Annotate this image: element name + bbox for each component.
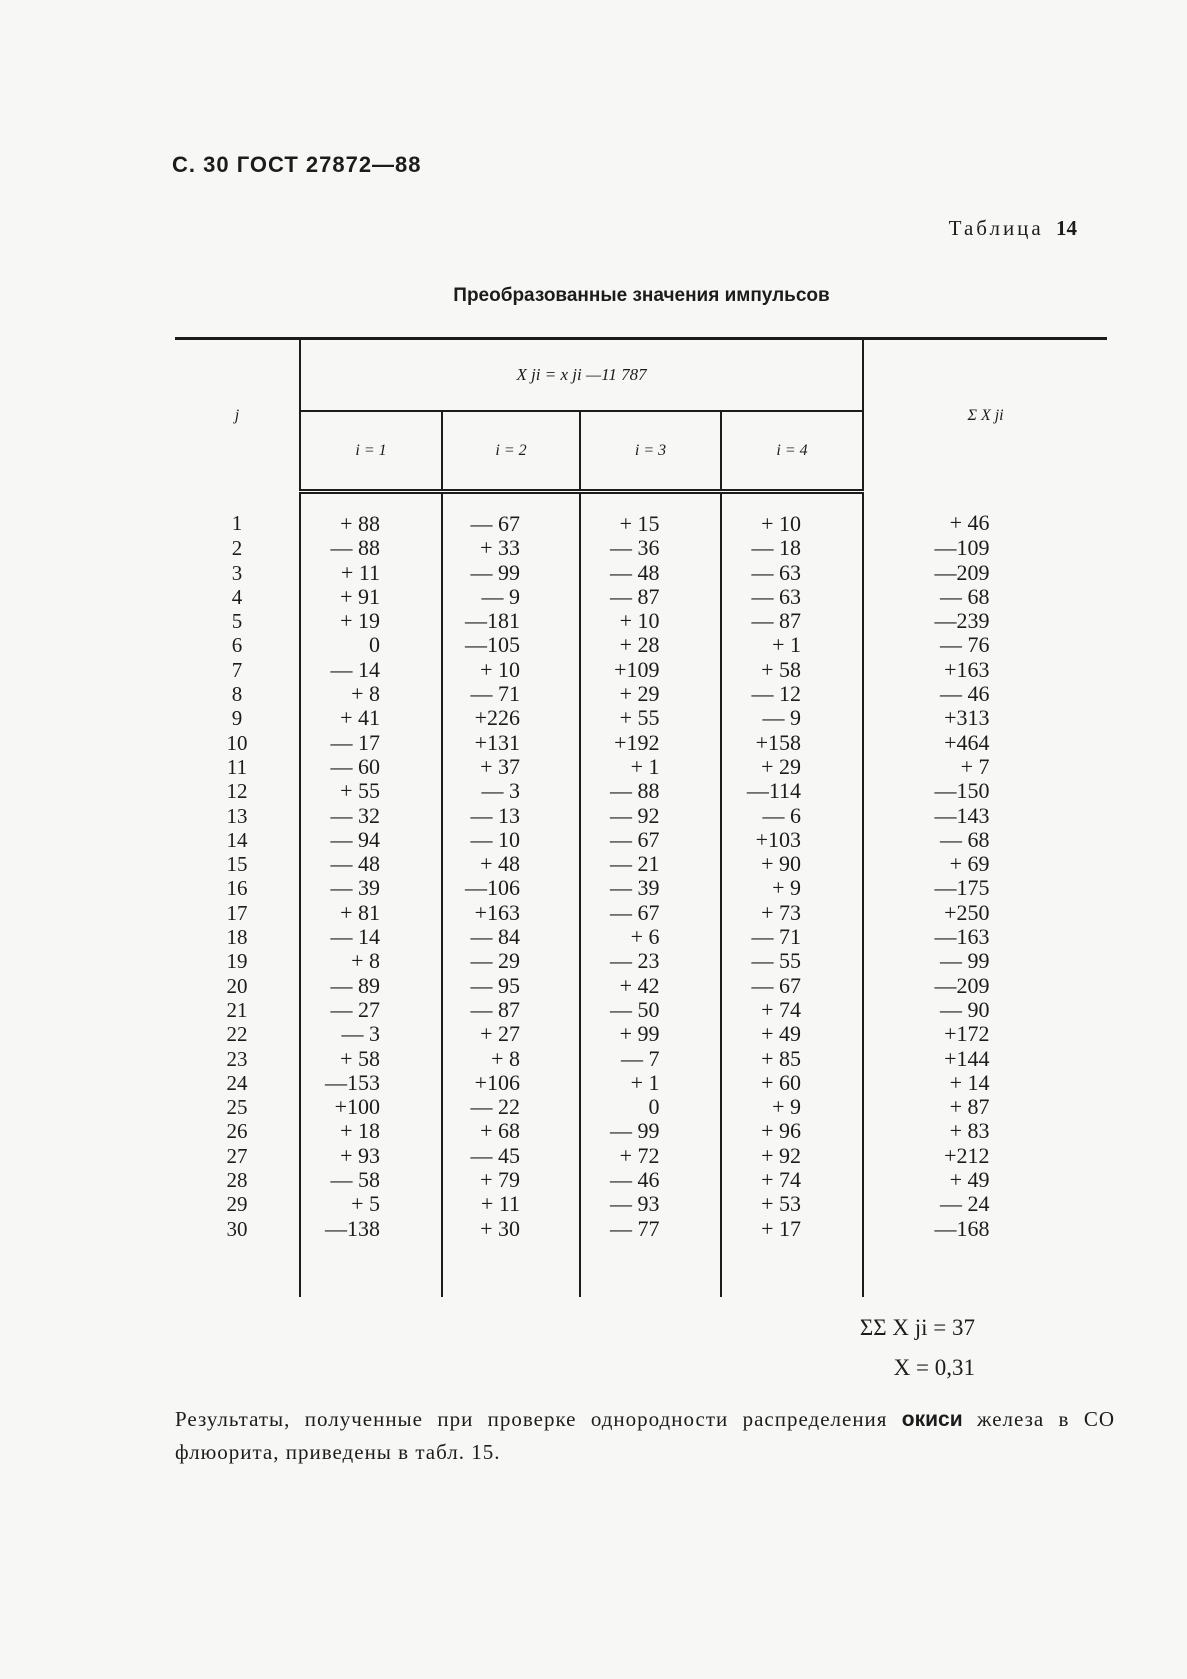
cell-i1: +100 [334,1094,380,1120]
cell-i2: — 22 [470,1094,520,1120]
cell-i3: + 55 [619,705,660,731]
footer-paragraph [175,1403,1115,1468]
table-label [949,216,1077,241]
cell-i2: + 37 [480,753,520,779]
col-header-i3: i = 3 [580,411,721,492]
cell-i4: + 74 [761,1167,802,1193]
cell-i2: —105 [465,632,520,658]
row-index: 26 [226,1119,248,1144]
cell-i3: + 10 [619,608,660,634]
row-index: 23 [226,1046,248,1071]
row-index: 30 [226,1216,248,1241]
cell-i1: — 89 [330,972,380,998]
cell-i1: — 32 [330,802,380,828]
cell-i2: +131 [474,729,520,755]
cell-i2: —106 [465,875,520,901]
cell-sum: —239 [934,608,990,634]
cell-i2: — 29 [470,948,520,974]
cell-i3: + 28 [619,632,660,658]
cell-i1: — 14 [330,656,380,682]
cell-sum: — 46 [940,681,990,707]
cell-i2: — 9 [481,583,520,609]
cell-sum: — 24 [940,1191,990,1217]
table-row [175,804,1107,828]
cell-i2: — 99 [470,559,520,585]
cell-i4: — 71 [751,924,802,950]
cell-i4: — 63 [751,583,802,609]
cell-i2: — 87 [470,996,520,1022]
cell-i2: — 84 [470,924,520,950]
row-index: 14 [226,827,248,852]
cell-i2: + 30 [480,1215,520,1241]
row-index: 10 [226,730,248,755]
cell-i3: — 36 [610,535,660,561]
row-index: 19 [226,949,248,974]
cell-i4: + 53 [761,1191,802,1217]
table-row [175,492,1107,537]
row-index: 20 [226,973,248,998]
table-row [175,682,1107,706]
row-index: 9 [231,706,243,731]
table-row [175,706,1107,730]
cell-i4: +103 [755,826,802,852]
cell-i4: — 9 [762,705,802,731]
cell-i4: + 1 [772,632,802,658]
cell-sum: +163 [944,656,990,682]
cell-sum: +464 [944,729,990,755]
table-row [175,1022,1107,1046]
cell-i3: — 67 [610,826,660,852]
cell-i3: — 50 [610,996,660,1022]
cell-i3: — 77 [610,1215,660,1241]
row-index: 29 [226,1192,248,1217]
summary-total: ΣΣ X ji = 37 [859,1315,975,1340]
table-title: Преобразованные значения импульсов [453,285,830,306]
table-row [175,779,1107,803]
cell-i3: + 6 [630,924,660,950]
table-row [175,731,1107,755]
cell-i1: — 39 [330,875,380,901]
cell-i4: — 55 [751,948,802,974]
table-row [175,1144,1107,1168]
cell-i1: 0 [369,632,380,658]
cell-i3: — 23 [610,948,660,974]
cell-i2: — 10 [470,826,520,852]
cell-i2: — 3 [481,778,520,804]
cell-i3: — 48 [610,559,660,585]
cell-i4: + 60 [761,1069,802,1095]
page-header: С. 30 ГОСТ 27872—88 [172,152,422,177]
row-index: 12 [226,779,248,804]
col-header-i4: i = 4 [721,411,863,492]
cell-i2: + 48 [480,851,520,877]
cell-i2: — 13 [470,802,520,828]
cell-i3: + 72 [619,1142,660,1168]
table-row [175,658,1107,682]
table-row [175,828,1107,852]
cell-i2: + 11 [480,1191,520,1217]
cell-i3: — 87 [610,583,660,609]
cell-i1: + 18 [340,1118,380,1144]
cell-i1: — 27 [330,996,380,1022]
cell-i1: — 58 [330,1167,380,1193]
row-index: 15 [226,852,248,877]
col-header-formula: X ji = x ji —11 787 [300,339,863,412]
cell-i3: — 92 [610,802,660,828]
cell-sum: — 99 [940,948,990,974]
table-body [175,492,1107,1297]
table-row [175,1047,1107,1071]
cell-sum: +144 [944,1045,990,1071]
table-spacer-row [175,1241,1107,1297]
row-index: 8 [231,682,243,707]
cell-i1: — 14 [330,924,380,950]
cell-i3: + 1 [630,753,660,779]
cell-sum: — 68 [940,583,990,609]
row-index: 22 [226,1022,248,1047]
cell-i2: — 95 [470,972,520,998]
cell-i2: +163 [474,899,520,925]
table-row [175,925,1107,949]
cell-i4: + 96 [761,1118,802,1144]
cell-i1: — 88 [330,535,380,561]
table-row [175,852,1107,876]
row-index: 13 [226,803,248,828]
data-table [175,337,1107,1297]
row-index: 2 [231,536,243,561]
cell-sum: + 87 [949,1094,990,1120]
cell-i3: — 39 [610,875,660,901]
cell-i1: + 93 [340,1142,380,1168]
cell-i1: —153 [325,1069,380,1095]
cell-i1: + 55 [340,778,380,804]
row-index: 28 [226,1168,248,1193]
cell-i1: + 11 [340,559,380,585]
cell-sum: — 68 [940,826,990,852]
cell-i1: —138 [325,1215,380,1241]
cell-i4: —114 [746,778,802,804]
cell-i4: + 58 [761,656,802,682]
cell-i2: + 27 [480,1021,520,1047]
row-index: 18 [226,925,248,950]
row-index: 16 [226,876,248,901]
cell-i3: + 99 [619,1021,660,1047]
table-row [175,974,1107,998]
row-index: 3 [231,560,243,585]
cell-sum: + 69 [949,851,990,877]
cell-sum: —175 [934,875,990,901]
cell-i3: — 88 [610,778,660,804]
cell-i3: + 15 [619,511,660,536]
cell-i3: +192 [614,729,660,755]
cell-sum: + 46 [949,509,990,535]
cell-i4: — 63 [751,559,802,585]
cell-i2: —181 [465,608,520,634]
cell-i1: — 17 [330,729,380,755]
row-index: 4 [231,584,243,609]
row-index: 27 [226,1143,248,1168]
cell-sum: —109 [934,535,990,561]
cell-i4: — 6 [762,802,802,828]
cell-i4: — 12 [751,681,802,707]
col-header-i1: i = 1 [300,411,442,492]
cell-i1: + 8 [351,948,380,974]
cell-i2: — 67 [470,511,520,536]
cell-i2: +106 [474,1069,520,1095]
cell-i4: + 10 [761,511,802,536]
table-row [175,633,1107,657]
cell-i1: — 3 [341,1021,380,1047]
cell-i1: + 8 [351,681,380,707]
cell-i3: — 46 [610,1167,660,1193]
cell-sum: —163 [934,924,990,950]
cell-i1: + 91 [340,583,380,609]
table-row [175,876,1107,900]
row-index: 24 [226,1070,248,1095]
cell-i1: + 81 [340,899,380,925]
cell-sum: —168 [934,1215,990,1241]
col-header-j: j [175,339,300,492]
cell-sum: —150 [934,778,990,804]
cell-sum: +212 [944,1142,990,1168]
table-row [175,585,1107,609]
row-index: 11 [226,754,248,779]
cell-i4: + 49 [761,1021,802,1047]
cell-sum: + 7 [960,753,990,779]
footer-text-part1: Результаты, полученные при проверке однородности распределения [175,1407,888,1431]
cell-i3: — 21 [610,851,660,877]
table-label-word: Таблица [948,216,1044,240]
cell-i2: + 68 [480,1118,520,1144]
table-row [175,609,1107,633]
cell-i3: — 93 [610,1191,660,1217]
table-row [175,949,1107,973]
footer-text-part2: железа в СО флюорита, приведены в табл. 15. [175,1407,1115,1464]
cell-i2: + 79 [480,1167,520,1193]
cell-i2: — 71 [470,681,520,707]
col-header-i2: i = 2 [442,411,580,492]
row-index: 25 [226,1095,248,1120]
cell-i4: + 74 [761,996,802,1022]
table-row [175,1119,1107,1143]
summary-mean: X = 0,31 [893,1355,975,1380]
cell-i4: + 92 [761,1142,802,1168]
table-row [175,536,1107,560]
row-index: 7 [231,657,243,682]
cell-sum: — 76 [940,632,990,658]
cell-i2: + 8 [491,1045,520,1071]
cell-i3: + 42 [619,972,660,998]
cell-i1: + 5 [351,1191,380,1217]
cell-i3: — 67 [610,899,660,925]
cell-i1: + 88 [340,511,380,536]
row-index: 6 [231,633,243,658]
cell-i4: — 18 [751,535,802,561]
cell-i1: — 48 [330,851,380,877]
cell-i3: — 99 [610,1118,660,1144]
cell-i4: + 17 [761,1215,802,1241]
table-row [175,998,1107,1022]
cell-i1: + 19 [340,608,380,634]
cell-i2: + 33 [480,535,520,561]
cell-sum: —143 [934,802,990,828]
cell-sum: + 14 [949,1069,990,1095]
table-row [175,901,1107,925]
cell-sum: + 83 [949,1118,990,1144]
cell-sum: — 90 [940,996,990,1022]
cell-i4: + 85 [761,1045,802,1071]
cell-i4: — 67 [751,972,802,998]
cell-i3: — 7 [621,1045,660,1071]
cell-sum: +172 [944,1021,990,1047]
cell-i4: + 29 [761,753,802,779]
cell-i2: +226 [474,705,520,731]
cell-sum: + 49 [949,1167,990,1193]
cell-i1: — 60 [330,753,380,779]
col-header-sum: Σ X ji [863,339,1107,492]
footer-text-emph: окиси [901,1408,963,1431]
cell-i2: + 10 [480,656,520,682]
cell-i1: + 41 [340,705,380,731]
cell-i2: — 45 [470,1142,520,1168]
cell-sum: —209 [934,559,990,585]
cell-i4: + 9 [772,875,802,901]
cell-i4: — 87 [751,608,802,634]
cell-i4: +158 [755,729,802,755]
row-index: 21 [226,997,248,1022]
cell-i3: + 1 [630,1069,660,1095]
table-row [175,755,1107,779]
table-row [175,1168,1107,1192]
table-row [175,1217,1107,1241]
row-index: 5 [231,609,243,634]
table-row [175,1095,1107,1119]
cell-sum: +313 [944,705,990,731]
cell-i1: — 94 [330,826,380,852]
cell-i3: +109 [614,656,660,682]
cell-sum: +250 [944,899,990,925]
table-row [175,1071,1107,1095]
table-row [175,561,1107,585]
table-number: 14 [1056,216,1077,240]
table-row [175,1192,1107,1216]
cell-i1: + 58 [340,1045,380,1071]
cell-i3: + 29 [619,681,660,707]
cell-i4: + 73 [761,899,802,925]
cell-sum: —209 [934,972,990,998]
cell-i4: + 90 [761,851,802,877]
row-index: 1 [231,510,243,535]
cell-i3: 0 [648,1094,660,1120]
row-index: 17 [226,900,248,925]
cell-i4: + 9 [772,1094,802,1120]
